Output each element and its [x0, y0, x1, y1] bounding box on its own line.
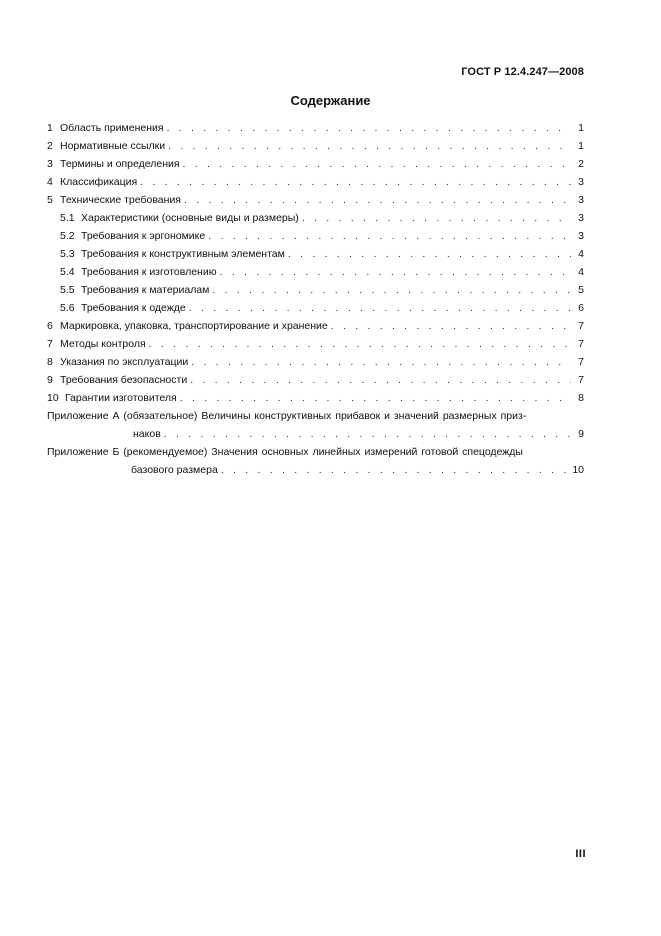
toc-entry-page: 3	[578, 176, 584, 188]
toc-appendix-b[interactable]	[47, 443, 584, 479]
toc-entry-page: 7	[578, 338, 584, 350]
toc-entry-title: Классификация	[60, 176, 138, 188]
leader-dots	[183, 155, 571, 173]
toc-entry-page: 5	[578, 284, 584, 296]
toc-entry-2[interactable]	[47, 137, 584, 155]
leader-dots	[167, 119, 571, 137]
toc-entry-page: 7	[578, 320, 584, 332]
toc-entry-title: Требования безопасности	[60, 374, 188, 386]
toc-entry-5-1[interactable]	[47, 209, 584, 227]
toc-entry-title: Область применения	[60, 122, 164, 134]
page-number: III	[575, 848, 586, 860]
toc-entry-number: 5.3	[60, 248, 75, 260]
toc-entry-number: 5.2	[60, 230, 75, 242]
toc-entry-5-6[interactable]	[47, 299, 584, 317]
appendix-page: 10	[572, 464, 584, 476]
leader-dots	[221, 461, 570, 479]
table-of-contents	[47, 119, 584, 479]
toc-entry-page: 7	[578, 356, 584, 368]
toc-entry-page: 1	[578, 122, 584, 134]
toc-entry-number: 10	[47, 392, 59, 404]
toc-entry-9[interactable]	[47, 371, 584, 389]
leader-dots	[164, 425, 571, 443]
leader-dots	[184, 191, 571, 209]
toc-entry-page: 3	[578, 230, 584, 242]
toc-entry-6[interactable]	[47, 317, 584, 335]
leader-dots	[140, 173, 571, 191]
toc-entry-title: Требования к изготовлению	[81, 266, 217, 278]
toc-entry-number: 5.1	[60, 212, 75, 224]
toc-entry-title: Технические требования	[60, 194, 181, 206]
toc-entry-title: Характеристики (основные виды и размеры)	[81, 212, 299, 224]
toc-entry-page: 4	[578, 248, 584, 260]
appendix-title: Приложение А (обязательное) Величины конструктивных прибавок и значений размерных приз-	[47, 410, 527, 422]
toc-entry-number: 3	[47, 158, 53, 170]
toc-entry-title: Требования к эргономике	[81, 230, 206, 242]
toc-entry-page: 4	[578, 266, 584, 278]
appendix-title-continuation: наков	[133, 428, 161, 440]
toc-entry-4[interactable]	[47, 173, 584, 191]
leader-dots	[220, 263, 571, 281]
toc-entry-title: Требования к материалам	[81, 284, 210, 296]
leader-dots	[189, 299, 571, 317]
appendix-title-continuation: базового размера	[131, 464, 218, 476]
leader-dots	[180, 389, 571, 407]
toc-entry-number: 1	[47, 122, 53, 134]
toc-entry-7[interactable]	[47, 335, 584, 353]
leader-dots	[288, 245, 571, 263]
leader-dots	[302, 209, 571, 227]
leader-dots	[212, 281, 571, 299]
page-title: Содержание	[290, 93, 371, 108]
toc-entry-page: 8	[578, 392, 584, 404]
toc-entry-5-4[interactable]	[47, 263, 584, 281]
toc-entry-5-3[interactable]	[47, 245, 584, 263]
toc-entry-number: 2	[47, 140, 53, 152]
toc-entry-5-5[interactable]	[47, 281, 584, 299]
toc-entry-5-2[interactable]	[47, 227, 584, 245]
appendix-title: Приложение Б (рекомендуемое) Значения основных линейных измерений готовой спецодежды	[47, 446, 523, 458]
leader-dots	[149, 335, 571, 353]
toc-entry-number: 5	[47, 194, 53, 206]
toc-entry-title: Термины и определения	[60, 158, 180, 170]
toc-entry-page: 7	[578, 374, 584, 386]
toc-entry-title: Маркировка, упаковка, транспортирование и хранение	[60, 320, 328, 332]
toc-entry-page: 3	[578, 212, 584, 224]
toc-entry-title: Методы контроля	[60, 338, 146, 350]
toc-entry-number: 7	[47, 338, 53, 350]
toc-entry-title: Требования к одежде	[81, 302, 186, 314]
toc-entry-title: Указания по эксплуатации	[60, 356, 189, 368]
leader-dots	[190, 371, 571, 389]
toc-entry-number: 6	[47, 320, 53, 332]
leader-dots	[208, 227, 571, 245]
leader-dots	[191, 353, 571, 371]
document-code: ГОСТ Р 12.4.247—2008	[461, 66, 584, 78]
toc-entry-number: 5.6	[60, 302, 75, 314]
toc-entry-5[interactable]	[47, 191, 584, 209]
toc-entry-8[interactable]	[47, 353, 584, 371]
toc-entry-title: Нормативные ссылки	[60, 140, 166, 152]
toc-appendix-a[interactable]	[47, 407, 584, 443]
toc-entry-3[interactable]	[47, 155, 584, 173]
toc-entry-page: 2	[578, 158, 584, 170]
toc-entry-page: 1	[578, 140, 584, 152]
toc-entry-number: 5.4	[60, 266, 75, 278]
toc-entry-page: 6	[578, 302, 584, 314]
toc-entry-title: Требования к конструктивным элементам	[81, 248, 285, 260]
toc-entry-number: 4	[47, 176, 53, 188]
toc-entry-title: Гарантии изготовителя	[65, 392, 177, 404]
leader-dots	[168, 137, 571, 155]
toc-entry-1[interactable]	[47, 119, 584, 137]
appendix-page: 9	[578, 428, 584, 440]
toc-entry-number: 8	[47, 356, 53, 368]
toc-entry-10[interactable]	[47, 389, 584, 407]
toc-entry-page: 3	[578, 194, 584, 206]
leader-dots	[331, 317, 571, 335]
toc-entry-number: 5.5	[60, 284, 75, 296]
toc-entry-number: 9	[47, 374, 53, 386]
